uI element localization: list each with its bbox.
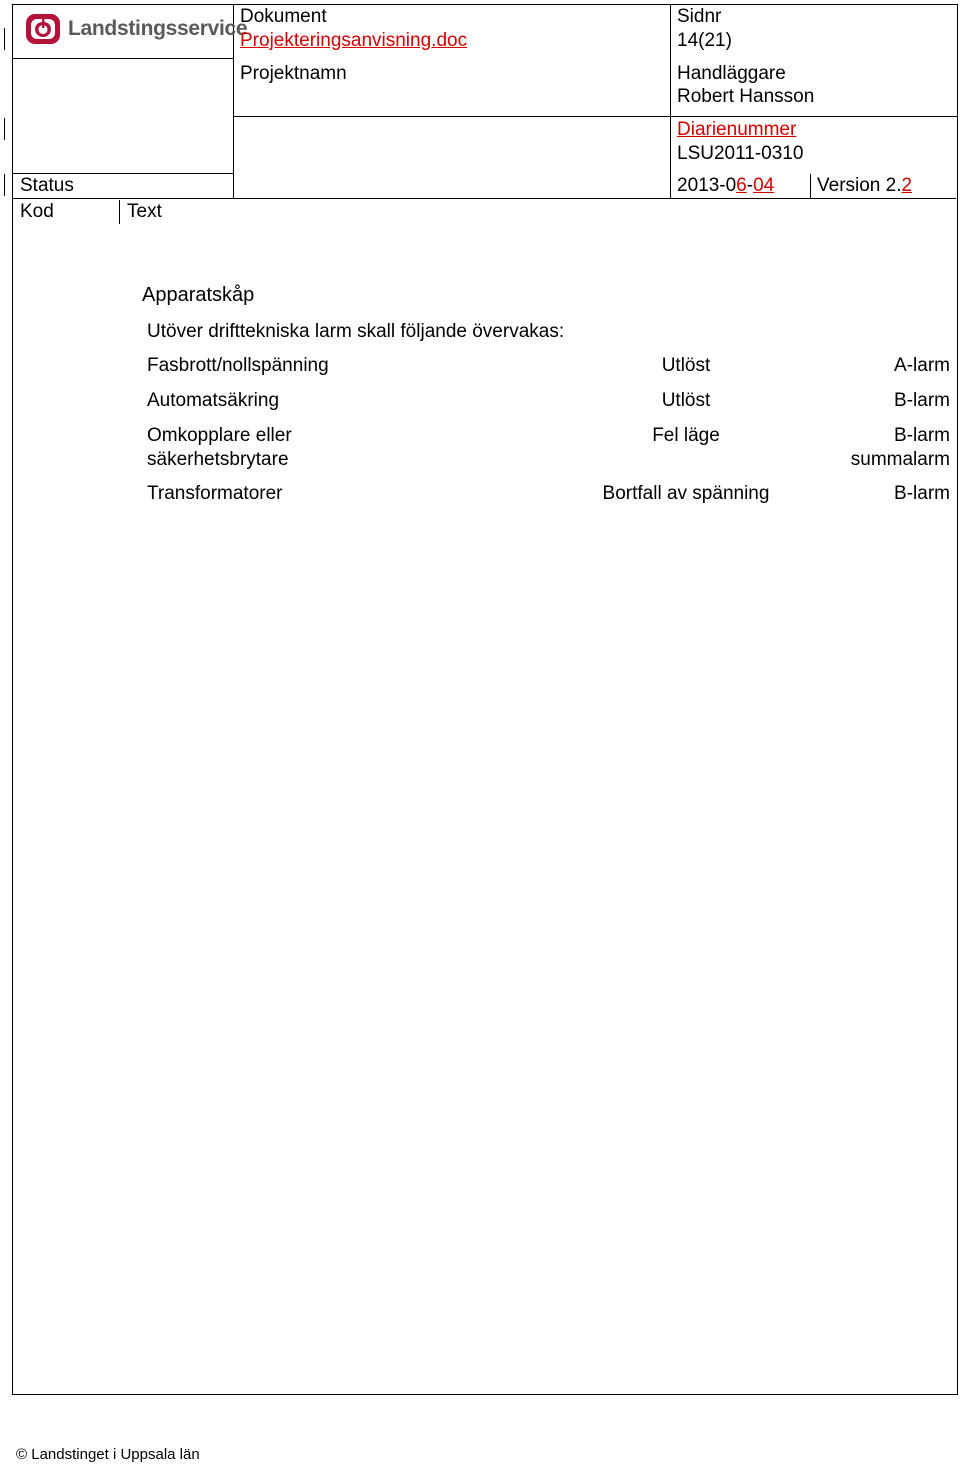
date-value (677, 174, 774, 197)
header-divider-v2 (670, 4, 671, 198)
diarienummer-value: LSU2011-0310 (677, 143, 804, 164)
logo-text: Landstingsservice (68, 17, 248, 40)
footer (16, 1446, 200, 1464)
text-label: Text (127, 201, 162, 222)
row-alarm: B-larm (894, 425, 950, 446)
landstingsservice-logo-icon (24, 10, 62, 48)
date-part: - (746, 175, 754, 196)
row-alarm: A-larm (894, 355, 950, 376)
footer-text: Landstinget i Uppsala län (31, 1446, 200, 1463)
row-item: Fasbrott/nollspänning (147, 355, 329, 376)
page-frame-right (957, 4, 958, 1395)
row-item: Omkopplare eller (147, 425, 292, 446)
copyright-icon: © (16, 1446, 28, 1463)
header-divider-kod (119, 200, 120, 224)
sidnr-value: 14(21) (677, 30, 732, 51)
row-condition: Utlöst (661, 355, 711, 376)
kod-label: Kod (20, 201, 54, 222)
version-part-changed: 2 (901, 175, 913, 196)
row-item: Automatsäkring (147, 390, 280, 411)
row-item: Transformatorer (147, 483, 283, 504)
margin-tick (4, 118, 5, 140)
logo (24, 10, 247, 48)
row-alarm: B-larm (894, 390, 950, 411)
row-condition: Bortfall av spänning (602, 483, 770, 504)
row-condition: Fel läge (652, 425, 720, 446)
header-divider-v3 (810, 174, 811, 198)
page-frame-top (12, 4, 958, 5)
header-divider-h4 (12, 198, 956, 199)
row-condition: Utlöst (661, 390, 711, 411)
date-part-changed: 04 (753, 175, 775, 196)
page-frame-left (12, 4, 13, 1395)
row-alarm: B-larm (894, 483, 950, 504)
date-part: 2013-0 (677, 175, 737, 196)
margin-tick (4, 28, 5, 50)
sidnr-label: Sidnr (677, 6, 722, 27)
diarienummer-link[interactable]: Diarienummer (677, 119, 797, 140)
dokument-label: Dokument (240, 6, 327, 27)
row-alarm-line2: summalarm (850, 449, 950, 470)
margin-tick (4, 174, 5, 196)
intro-text: Utöver drifttekniska larm skall följande övervakas: (147, 321, 565, 342)
handlaggare-value: Robert Hansson (677, 86, 815, 107)
version-part: Version 2. (817, 175, 902, 196)
status-label: Status (20, 175, 74, 196)
header-divider-h2 (233, 116, 957, 117)
projektnamn-label: Projektnamn (240, 63, 347, 84)
date-part-changed: 6 (736, 175, 747, 196)
header-divider-h1 (12, 58, 233, 59)
row-item-line2: säkerhetsbrytare (147, 449, 289, 470)
handlaggare-label: Handläggare (677, 63, 786, 84)
dokument-link[interactable]: Projekteringsanvisning.doc (240, 30, 468, 51)
version-value (817, 174, 912, 197)
page-frame-bottom (12, 1394, 958, 1395)
section-heading: Apparatskåp (142, 284, 255, 306)
